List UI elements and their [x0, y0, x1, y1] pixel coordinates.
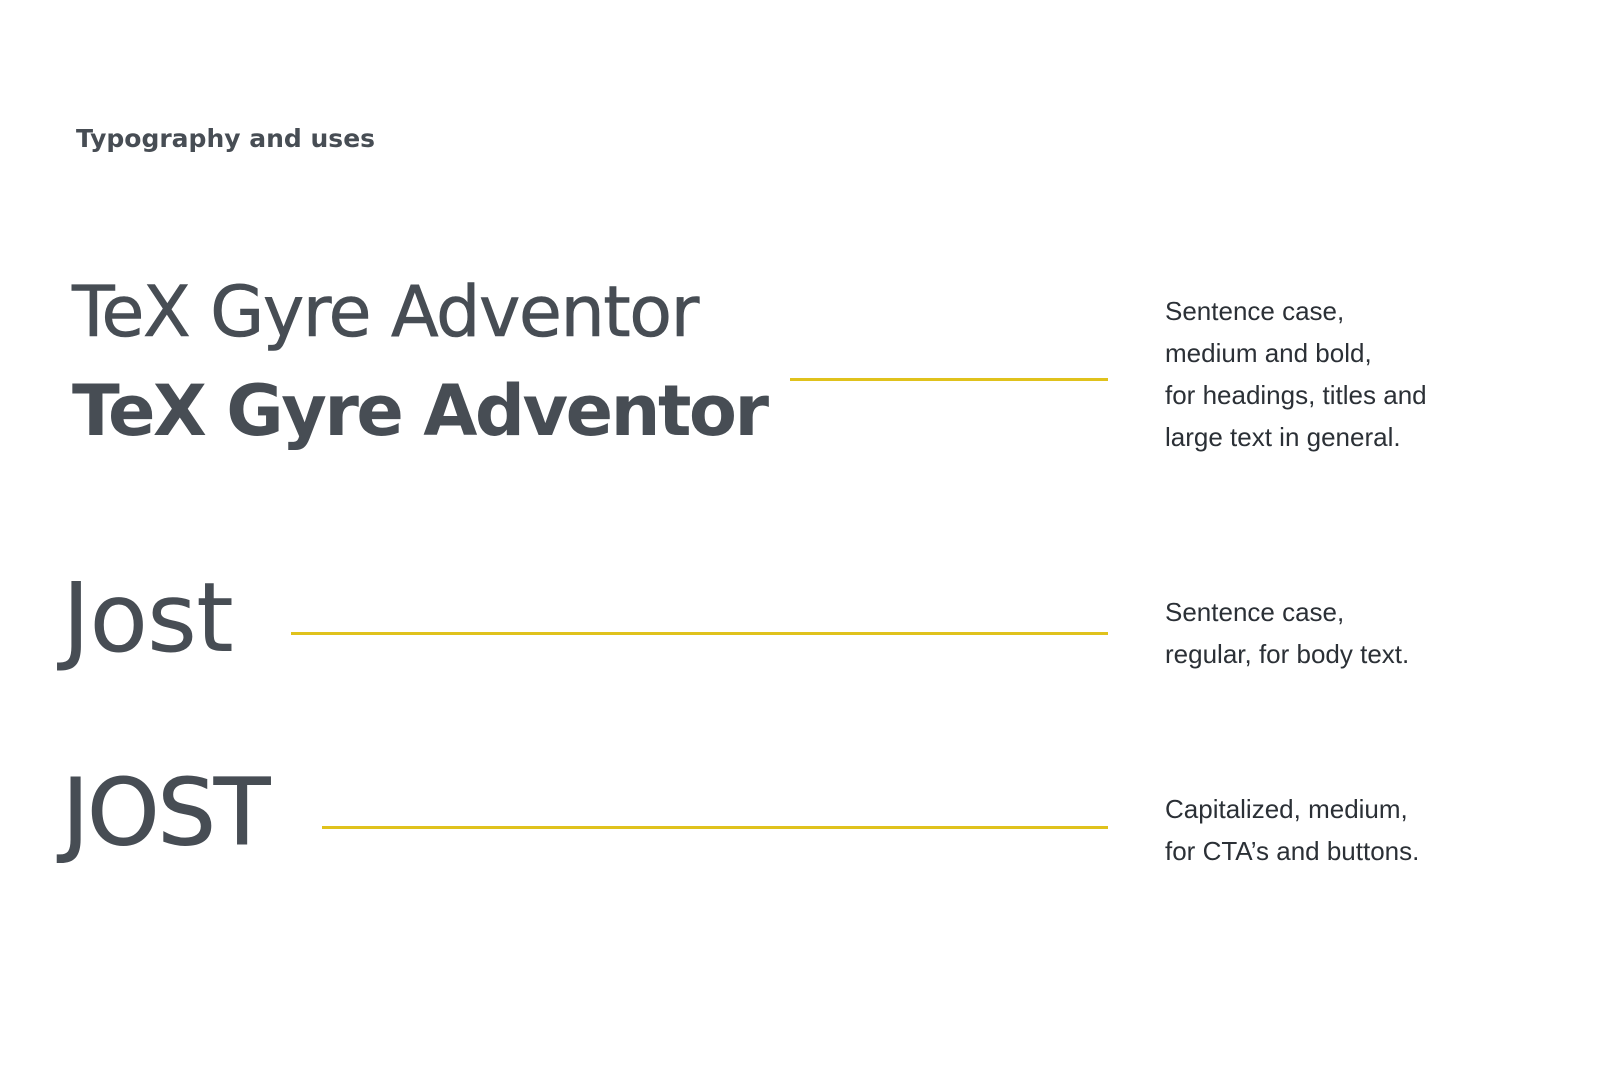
typeface-sample-jost-regular: Jost: [62, 562, 233, 674]
description-line: medium and bold,: [1165, 338, 1372, 368]
description-line: Sentence case,: [1165, 296, 1345, 326]
description-line: regular, for body text.: [1165, 639, 1410, 669]
connector-line: [291, 632, 1108, 635]
connector-line: [322, 826, 1108, 829]
typeface-usage-description: [1165, 591, 1585, 675]
connector-line: [790, 378, 1108, 381]
section-title: Typography and uses: [76, 124, 376, 153]
description-line: large text in general.: [1165, 422, 1401, 452]
typeface-sample-adventor-medium: TeX Gyre Adventor: [72, 271, 698, 353]
description-line: for CTA’s and buttons.: [1165, 836, 1420, 866]
typeface-sample-adventor-bold: TeX Gyre Adventor: [72, 370, 767, 452]
description-line: Sentence case,: [1165, 597, 1345, 627]
description-line: for headings, titles and: [1165, 380, 1427, 410]
typeface-usage-description: [1165, 788, 1585, 872]
typeface-usage-description: [1165, 290, 1585, 458]
description-line: Capitalized, medium,: [1165, 794, 1408, 824]
typeface-sample-jost-caps: JOST: [62, 759, 269, 866]
